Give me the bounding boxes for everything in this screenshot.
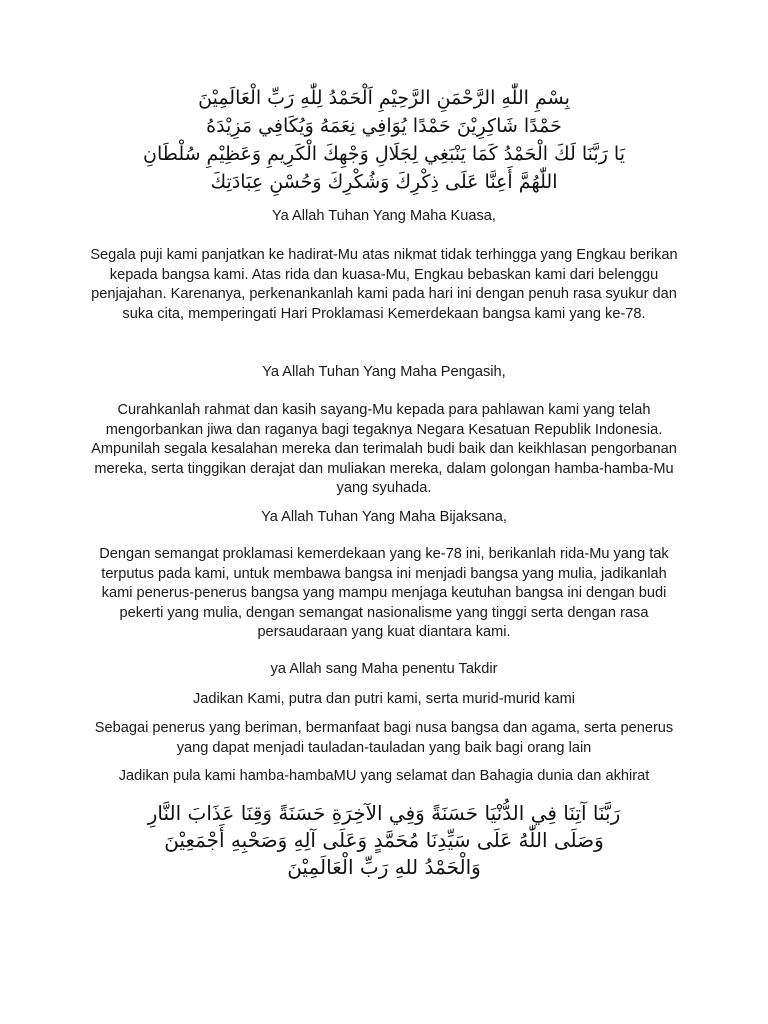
arabic-opening-line: بِسْمِ اللّٰهِ الرَّحْمَنِ الرَّحِيْمِ اَلْحَمْدُ لِلّٰهِ رَبِّ الْعَالَمِيْنَ xyxy=(198,87,570,109)
paragraph-gratitude: Segala puji kami panjatkan ke hadirat-Mu atas nikmat tidak terhingga yang Engkau berikan kepada bangsa kami. Atas rida dan kuasa-Mu, Engkau bebaskan kami dari belenggu penjajahan. Karenanya, perkenankanlah kami pada hari ini dengan penuh rasa syukur dan suka cita, memperingati Hari Proklamasi Kemerdekaan bangsa kami yang ke-78. xyxy=(90,247,678,322)
paragraph-proclamation-spirit: Dengan semangat proklamasi kemerdekaan yang ke-78 ini, berikanlah rida-Mu yang tak terputus pada kami, untuk membawa bangsa ini menjadi bangsa yang mulia, jadikanlah kami penerus-penerus bangsa yang mampu menjaga keutuhan bangsa ini dengan budi pekerti yang mulia, dengan semangat nasionalisme yang tinggi serta dengan rasa persaudaraan yang kuat diantara kami. xyxy=(99,546,669,640)
paragraph-salvation: Jadikan pula kami hamba-hambaMU yang selamat dan Bahagia dunia dan akhirat xyxy=(118,768,650,784)
invocation-maha-bijaksana: Ya Allah Tuhan Yang Maha Bijaksana, xyxy=(261,509,507,525)
arabic-opening-line: يَا رَبَّنَا لَكَ الْحَمْدُ كَمَا يَنْبَغِي لِجَلَالِ وَجْهِكَ الْكَرِيمِ وَعَظِيْمِ سُلْطَانِ xyxy=(142,143,625,165)
arabic-closing-line: وَالْحَمْدُ للهِ رَبِّ الْعَالَمِيْنَ xyxy=(287,855,481,879)
paragraph-successors: Sebagai penerus yang beriman, bermanfaat bagi nusa bangsa dan agama, serta penerus yang dapat menjadi tauladan-tauladan yang baik bagi orang lain xyxy=(94,720,674,756)
arabic-closing-line: رَبَّنَا آتِنَا فِي الدُّنْيَا حَسَنَةً وَفِي الآخِرَةِ حَسَنَةً وَقِنَا عَذَابَ النَّارِ xyxy=(147,801,621,825)
arabic-opening-line: اللّٰهُمَّ أَعِنَّا عَلَى ذِكْرِكَ وَشُكْرِكَ وَحُسْنِ عِبَادَتِكَ xyxy=(210,171,558,193)
invocation-maha-pengasih: Ya Allah Tuhan Yang Maha Pengasih, xyxy=(262,364,506,380)
paragraph-heroes: Curahkanlah rahmat dan kasih sayang-Mu kepada para pahlawan kami yang telah mengorbankan jiwa dan raganya bagi tegaknya Negara Kesatuan Republik Indonesia. Ampunilah segala kesalahan mereka dan terimalah budi baik dan keikhlasan pengorbanan mereka, serta tinggikan derajat dan muliakan mereka, dalam golongan hamba-hamba-Mu yang syuhada. xyxy=(91,402,677,496)
paragraph-children: Jadikan Kami, putra dan putri kami, serta murid-murid kami xyxy=(192,691,575,707)
arabic-opening-prayer xyxy=(80,84,688,196)
invocation-maha-kuasa: Ya Allah Tuhan Yang Maha Kuasa, xyxy=(272,208,496,224)
arabic-opening-line: حَمْدًا شَاكِرِيْنَ حَمْدًا يُوَافِي نِعَمَهُ وَيُكَافِي مَزِيْدَهُ xyxy=(206,115,562,137)
invocation-penentu-takdir: ya Allah sang Maha penentu Takdir xyxy=(270,661,498,677)
arabic-closing-line: وَصَلَى اللّٰهُ عَلَى سَيِّدِنَا مُحَمَّدٍ وَعَلَى آلِهِ وَصَحْبِهِ أَجْمَعِيْنَ xyxy=(164,828,604,852)
arabic-closing-prayer xyxy=(80,800,688,881)
